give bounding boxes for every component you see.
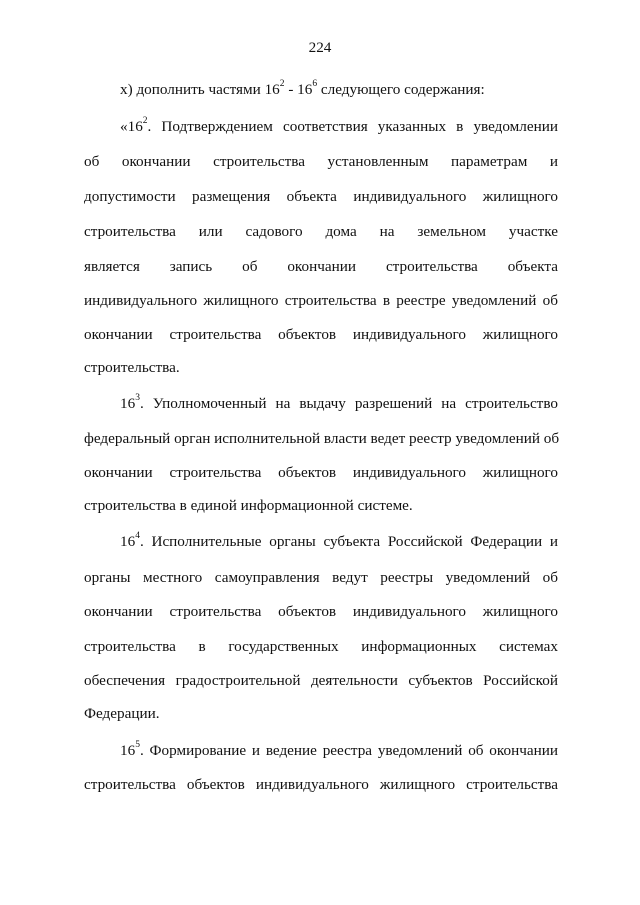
paragraph-16-5-number: 16 [120, 742, 136, 759]
paragraph-16-4-line-1 [120, 532, 558, 552]
paragraph-16-3-line-1 [120, 394, 558, 414]
paragraph-16-3-line-2: федеральный орган исполнительной власти ведет реестр уведомлений об [84, 430, 560, 447]
paragraph-16-4-line-6: Федерации. [84, 705, 160, 722]
paragraph-16-4-line-2: органы местного самоуправления ведут реестры уведомлений об [84, 569, 558, 586]
paragraph-16-3-line-4: строительства в единой информационной системе. [84, 497, 413, 514]
paragraph-16-2-line-5: является запись об окончании строительства объекта [84, 258, 558, 275]
paragraph-16-2-line-3: допустимости размещения объекта индивидуального жилищного [84, 188, 558, 205]
intro-text-before: х) дополнить частями 16 [120, 81, 280, 98]
paragraph-16-3-sup: 3 [135, 392, 140, 403]
paragraph-16-4-line-5: обеспечения градостроительной деятельности субъектов Российской [84, 672, 558, 689]
paragraph-16-3-text: . Уполномоченный на выдачу разрешений на строительство [139, 395, 558, 412]
intro-text-after: следующего содержания: [317, 81, 485, 98]
intro-text-middle: - 16 [284, 81, 313, 98]
paragraph-16-4-number: 16 [120, 533, 136, 550]
paragraph-16-2-line-1 [120, 117, 558, 137]
paragraph-16-2-line-4: строительства или садового дома на земельном участке [84, 223, 558, 240]
paragraph-16-3-number: 16 [120, 395, 136, 412]
paragraph-16-4-line-4: строительства в государственных информационных системах [84, 638, 558, 655]
paragraph-16-4-text: . Исполнительные органы субъекта Российской Федерации и [139, 533, 558, 550]
paragraph-16-2-line-2: об окончании строительства установленным параметрам и [84, 153, 558, 170]
intro-sup-start: 2 [279, 78, 285, 89]
paragraph-16-2-line-6: индивидуального жилищного строительства в реестре уведомлений об [84, 292, 558, 309]
paragraph-16-2-text: . Подтверждением соответствия указанных в уведомлении [147, 118, 558, 135]
paragraph-16-5-line-2: строительства объектов индивидуального жилищного строительства [84, 776, 558, 793]
paragraph-16-5-text: . Формирование и ведение реестра уведомлений об окончании [139, 742, 558, 759]
page-number: 224 [308, 39, 332, 56]
paragraph-16-5-line-1 [120, 741, 558, 761]
paragraph-16-2-line-7: окончании строительства объектов индивидуального жилищного [84, 326, 558, 343]
paragraph-16-3-line-3: окончании строительства объектов индивидуального жилищного [84, 464, 558, 481]
paragraph-16-2-line-8: строительства. [84, 359, 180, 376]
intro-sup-end: 6 [312, 78, 318, 89]
intro-line [120, 80, 558, 100]
paragraph-16-2-number: «16 [120, 118, 143, 135]
paragraph-16-5-sup: 5 [135, 739, 140, 750]
paragraph-16-4-line-3: окончании строительства объектов индивидуального жилищного [84, 603, 558, 620]
paragraph-16-4-sup: 4 [135, 530, 140, 541]
paragraph-16-2-sup: 2 [142, 115, 148, 126]
